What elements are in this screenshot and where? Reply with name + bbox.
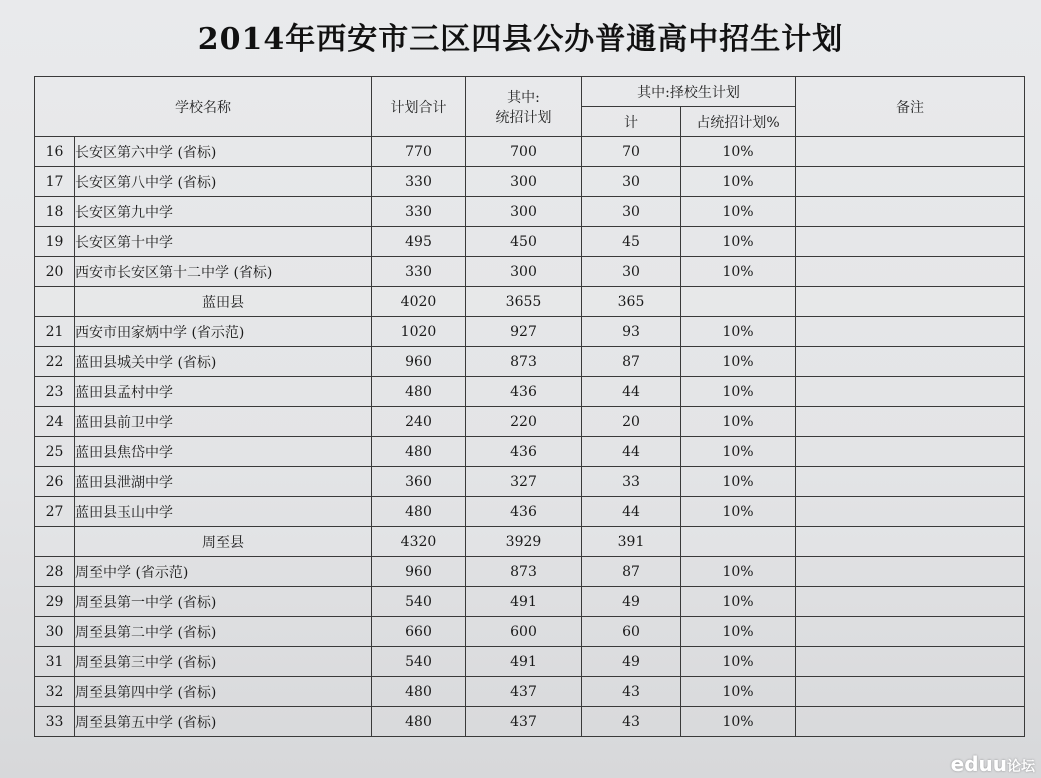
table-row bbox=[35, 647, 1025, 677]
cell-index: 22 bbox=[35, 347, 75, 377]
table-row bbox=[35, 167, 1025, 197]
table-row-county-subtotal bbox=[35, 287, 1025, 317]
cell-remarks bbox=[796, 407, 1025, 437]
table-row bbox=[35, 137, 1025, 167]
cell-total-plan: 540 bbox=[372, 587, 466, 617]
cell-school-name: 西安市长安区第十二中学 (省标) bbox=[75, 257, 372, 287]
cell-unified-plan: 873 bbox=[466, 347, 582, 377]
cell-remarks bbox=[796, 467, 1025, 497]
cell-unified-plan: 873 bbox=[466, 557, 582, 587]
table-row bbox=[35, 227, 1025, 257]
cell-total-plan: 660 bbox=[372, 617, 466, 647]
table-row bbox=[35, 197, 1025, 227]
table-row bbox=[35, 257, 1025, 287]
cell-index: 17 bbox=[35, 167, 75, 197]
cell-choice-percent: 10% bbox=[681, 377, 796, 407]
table-row bbox=[35, 497, 1025, 527]
cell-unified-plan: 300 bbox=[466, 257, 582, 287]
cell-choice-percent: 10% bbox=[681, 647, 796, 677]
cell-choice-count: 30 bbox=[582, 197, 681, 227]
table-row bbox=[35, 707, 1025, 737]
cell-unified-plan: 491 bbox=[466, 647, 582, 677]
cell-choice-percent: 10% bbox=[681, 197, 796, 227]
cell-total-plan: 495 bbox=[372, 227, 466, 257]
table-row-county-subtotal bbox=[35, 527, 1025, 557]
cell-index: 32 bbox=[35, 677, 75, 707]
cell-choice-percent: 10% bbox=[681, 347, 796, 377]
cell-remarks bbox=[796, 497, 1025, 527]
cell-index: 31 bbox=[35, 647, 75, 677]
cell-choice-count: 43 bbox=[582, 707, 681, 737]
cell-total-plan: 960 bbox=[372, 557, 466, 587]
cell-index: 20 bbox=[35, 257, 75, 287]
cell-remarks bbox=[796, 287, 1025, 317]
cell-remarks bbox=[796, 137, 1025, 167]
table-row bbox=[35, 377, 1025, 407]
cell-choice-percent: 10% bbox=[681, 137, 796, 167]
cell-total-plan: 480 bbox=[372, 707, 466, 737]
cell-school-name: 周至中学 (省示范) bbox=[75, 557, 372, 587]
cell-choice-count: 70 bbox=[582, 137, 681, 167]
cell-remarks bbox=[796, 647, 1025, 677]
cell-remarks bbox=[796, 317, 1025, 347]
cell-unified-plan: 436 bbox=[466, 437, 582, 467]
header-choice-group: 其中:择校生计划 bbox=[582, 77, 796, 107]
cell-school-name: 蓝田县玉山中学 bbox=[75, 497, 372, 527]
cell-unified-plan: 450 bbox=[466, 227, 582, 257]
table-row bbox=[35, 587, 1025, 617]
cell-total-plan: 4020 bbox=[372, 287, 466, 317]
cell-remarks bbox=[796, 437, 1025, 467]
cell-school-name: 周至县第四中学 (省标) bbox=[75, 677, 372, 707]
cell-total-plan: 480 bbox=[372, 497, 466, 527]
cell-index: 16 bbox=[35, 137, 75, 167]
cell-total-plan: 360 bbox=[372, 467, 466, 497]
cell-choice-count: 44 bbox=[582, 437, 681, 467]
cell-total-plan: 330 bbox=[372, 197, 466, 227]
watermark-main: eduu bbox=[950, 752, 1007, 776]
cell-unified-plan: 300 bbox=[466, 167, 582, 197]
cell-index: 26 bbox=[35, 467, 75, 497]
cell-choice-percent: 10% bbox=[681, 437, 796, 467]
cell-choice-count: 87 bbox=[582, 557, 681, 587]
cell-unified-plan: 436 bbox=[466, 377, 582, 407]
cell-index: 28 bbox=[35, 557, 75, 587]
cell-remarks bbox=[796, 227, 1025, 257]
cell-choice-count: 391 bbox=[582, 527, 681, 557]
cell-unified-plan: 3655 bbox=[466, 287, 582, 317]
cell-school-name: 长安区第八中学 (省标) bbox=[75, 167, 372, 197]
header-total-plan: 计划合计 bbox=[372, 77, 466, 137]
table-row bbox=[35, 557, 1025, 587]
cell-total-plan: 1020 bbox=[372, 317, 466, 347]
cell-remarks bbox=[796, 557, 1025, 587]
cell-school-name: 周至县第二中学 (省标) bbox=[75, 617, 372, 647]
cell-unified-plan: 436 bbox=[466, 497, 582, 527]
cell-unified-plan: 927 bbox=[466, 317, 582, 347]
cell-index bbox=[35, 527, 75, 557]
cell-total-plan: 240 bbox=[372, 407, 466, 437]
cell-choice-count: 44 bbox=[582, 377, 681, 407]
enrollment-plan-table bbox=[34, 76, 1025, 737]
header-unified-plan bbox=[466, 77, 582, 137]
cell-school-name: 周至县第五中学 (省标) bbox=[75, 707, 372, 737]
cell-total-plan: 480 bbox=[372, 437, 466, 467]
table-row bbox=[35, 437, 1025, 467]
cell-choice-percent: 10% bbox=[681, 167, 796, 197]
cell-remarks bbox=[796, 377, 1025, 407]
cell-index: 21 bbox=[35, 317, 75, 347]
cell-total-plan: 330 bbox=[372, 167, 466, 197]
cell-index: 25 bbox=[35, 437, 75, 467]
cell-index: 33 bbox=[35, 707, 75, 737]
cell-choice-count: 49 bbox=[582, 587, 681, 617]
cell-unified-plan: 437 bbox=[466, 677, 582, 707]
cell-school-name: 蓝田县前卫中学 bbox=[75, 407, 372, 437]
cell-school-name: 蓝田县焦岱中学 bbox=[75, 437, 372, 467]
cell-choice-percent: 10% bbox=[681, 317, 796, 347]
cell-index: 19 bbox=[35, 227, 75, 257]
cell-total-plan: 480 bbox=[372, 377, 466, 407]
cell-school-name: 蓝田县城关中学 (省标) bbox=[75, 347, 372, 377]
cell-choice-count: 87 bbox=[582, 347, 681, 377]
cell-choice-percent: 10% bbox=[681, 467, 796, 497]
cell-remarks bbox=[796, 257, 1025, 287]
cell-school-name: 周至县第一中学 (省标) bbox=[75, 587, 372, 617]
cell-school-name: 蓝田县孟村中学 bbox=[75, 377, 372, 407]
cell-choice-count: 30 bbox=[582, 257, 681, 287]
cell-choice-count: 45 bbox=[582, 227, 681, 257]
cell-choice-percent: 10% bbox=[681, 407, 796, 437]
table-body bbox=[35, 137, 1025, 737]
cell-choice-percent: 10% bbox=[681, 617, 796, 647]
cell-unified-plan: 700 bbox=[466, 137, 582, 167]
cell-choice-count: 33 bbox=[582, 467, 681, 497]
cell-choice-percent: 10% bbox=[681, 587, 796, 617]
cell-index: 23 bbox=[35, 377, 75, 407]
cell-index: 18 bbox=[35, 197, 75, 227]
cell-index: 24 bbox=[35, 407, 75, 437]
cell-choice-count: 43 bbox=[582, 677, 681, 707]
cell-choice-percent bbox=[681, 527, 796, 557]
cell-county-name: 蓝田县 bbox=[75, 287, 372, 317]
cell-unified-plan: 300 bbox=[466, 197, 582, 227]
cell-unified-plan: 327 bbox=[466, 467, 582, 497]
cell-school-name: 西安市田家炳中学 (省示范) bbox=[75, 317, 372, 347]
cell-choice-count: 49 bbox=[582, 647, 681, 677]
cell-choice-count: 20 bbox=[582, 407, 681, 437]
cell-index: 27 bbox=[35, 497, 75, 527]
cell-unified-plan: 491 bbox=[466, 587, 582, 617]
cell-choice-percent: 10% bbox=[681, 677, 796, 707]
cell-choice-percent: 10% bbox=[681, 707, 796, 737]
cell-unified-plan: 600 bbox=[466, 617, 582, 647]
cell-total-plan: 770 bbox=[372, 137, 466, 167]
cell-remarks bbox=[796, 167, 1025, 197]
table-header bbox=[35, 77, 1025, 137]
cell-total-plan: 480 bbox=[372, 677, 466, 707]
page-title: 2014年西安市三区四县公办普通高中招生计划 bbox=[197, 22, 844, 57]
cell-remarks bbox=[796, 587, 1025, 617]
cell-choice-percent: 10% bbox=[681, 497, 796, 527]
cell-school-name: 长安区第十中学 bbox=[75, 227, 372, 257]
cell-index: 29 bbox=[35, 587, 75, 617]
cell-total-plan: 330 bbox=[372, 257, 466, 287]
watermark-logo bbox=[951, 752, 1035, 776]
cell-remarks bbox=[796, 677, 1025, 707]
cell-choice-count: 60 bbox=[582, 617, 681, 647]
header-school-name: 学校名称 bbox=[35, 77, 372, 137]
table-row bbox=[35, 317, 1025, 347]
cell-remarks bbox=[796, 347, 1025, 377]
cell-unified-plan: 437 bbox=[466, 707, 582, 737]
cell-choice-count: 30 bbox=[582, 167, 681, 197]
table-row bbox=[35, 677, 1025, 707]
cell-unified-plan: 3929 bbox=[466, 527, 582, 557]
header-choice-count: 计 bbox=[582, 107, 681, 137]
header-remarks: 备注 bbox=[796, 77, 1025, 137]
cell-school-name: 周至县第三中学 (省标) bbox=[75, 647, 372, 677]
cell-school-name: 长安区第九中学 bbox=[75, 197, 372, 227]
cell-remarks bbox=[796, 527, 1025, 557]
table-row bbox=[35, 407, 1025, 437]
header-choice-percent: 占统招计划% bbox=[681, 107, 796, 137]
cell-total-plan: 4320 bbox=[372, 527, 466, 557]
cell-choice-count: 93 bbox=[582, 317, 681, 347]
cell-choice-percent bbox=[681, 287, 796, 317]
cell-remarks bbox=[796, 197, 1025, 227]
cell-county-name: 周至县 bbox=[75, 527, 372, 557]
cell-total-plan: 540 bbox=[372, 647, 466, 677]
cell-unified-plan: 220 bbox=[466, 407, 582, 437]
cell-choice-percent: 10% bbox=[681, 257, 796, 287]
header-unified-line2: 统招计划 bbox=[495, 109, 552, 126]
cell-remarks bbox=[796, 617, 1025, 647]
cell-index: 30 bbox=[35, 617, 75, 647]
table-row bbox=[35, 467, 1025, 497]
cell-choice-count: 365 bbox=[582, 287, 681, 317]
cell-total-plan: 960 bbox=[372, 347, 466, 377]
cell-school-name: 蓝田县泄湖中学 bbox=[75, 467, 372, 497]
cell-remarks bbox=[796, 707, 1025, 737]
cell-choice-percent: 10% bbox=[681, 227, 796, 257]
cell-school-name: 长安区第六中学 (省标) bbox=[75, 137, 372, 167]
watermark-sub: 论坛 bbox=[1007, 759, 1035, 775]
table-row bbox=[35, 617, 1025, 647]
header-unified-line1: 其中: bbox=[507, 89, 540, 106]
table-row bbox=[35, 347, 1025, 377]
cell-index bbox=[35, 287, 75, 317]
cell-choice-count: 44 bbox=[582, 497, 681, 527]
cell-choice-percent: 10% bbox=[681, 557, 796, 587]
